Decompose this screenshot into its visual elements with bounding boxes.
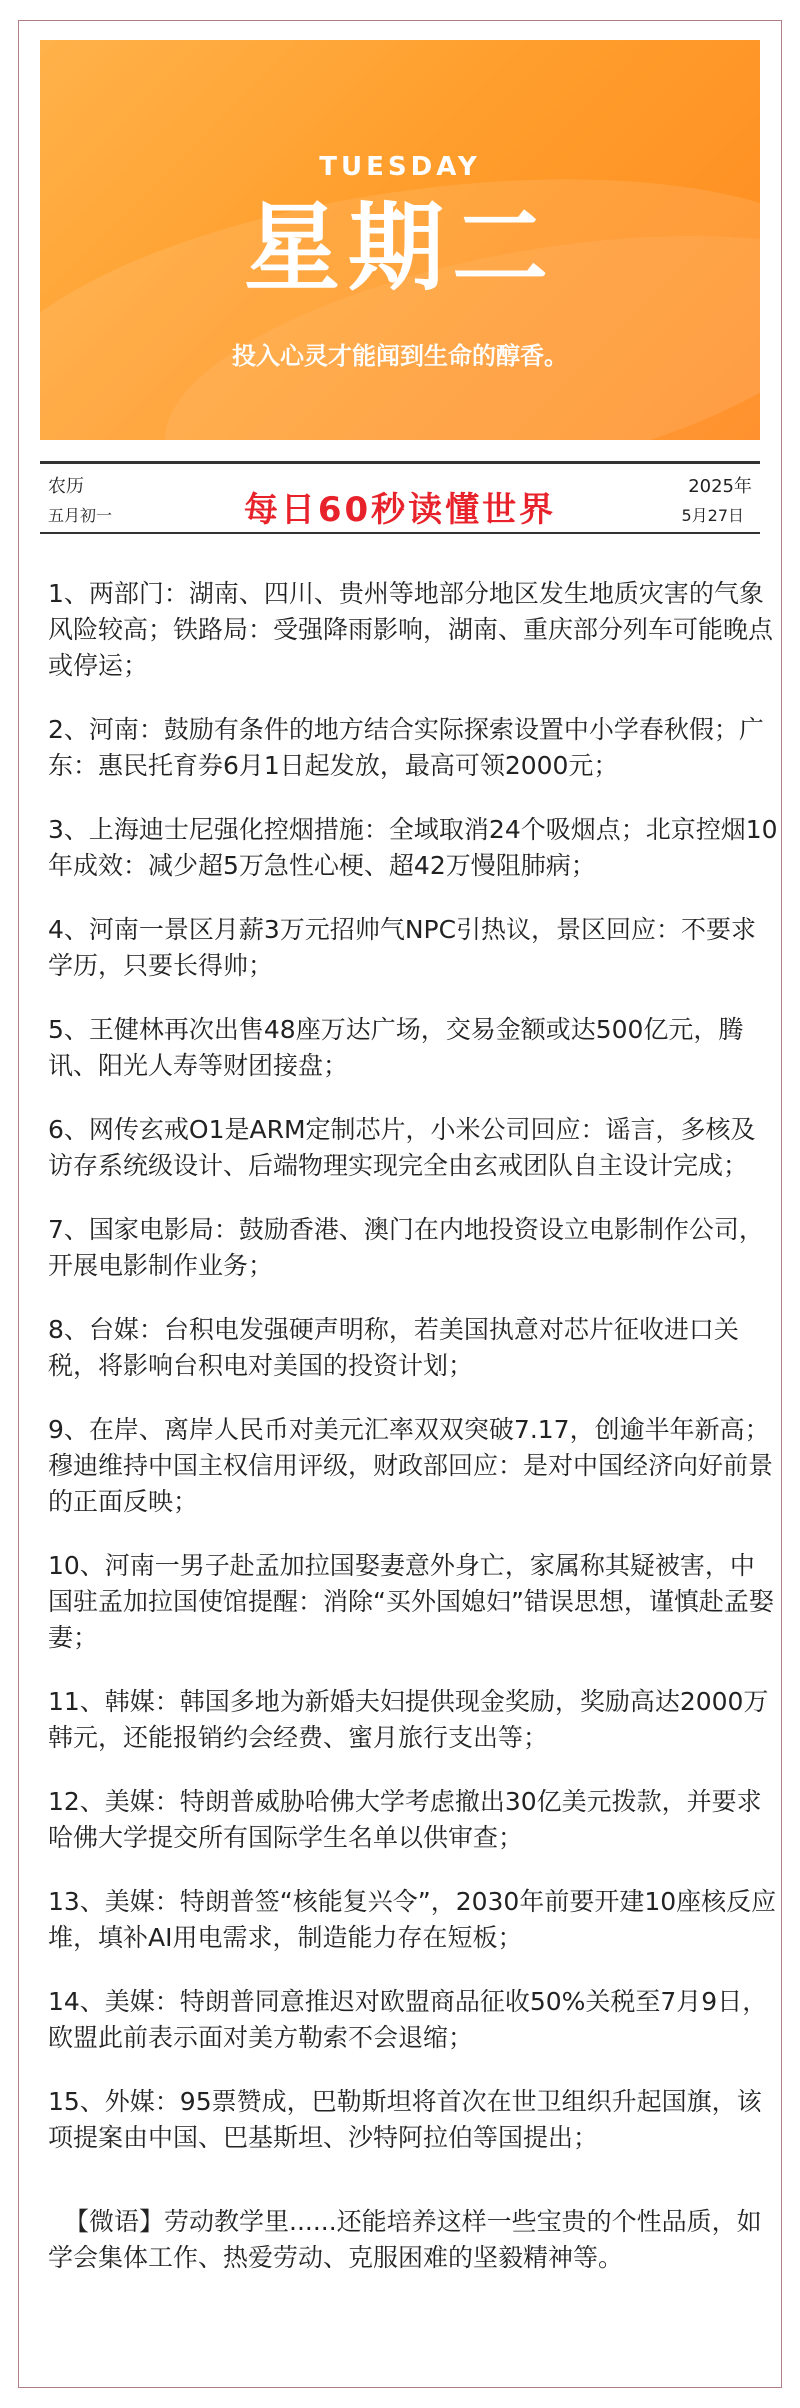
lunar-date: 五月初一 [48, 506, 113, 525]
weekday-chinese: 星期二 [244, 191, 556, 304]
date-label: 5月27日 [681, 506, 744, 525]
banner-slogan: 投入心灵才能闻到生命的醇香。 [232, 342, 568, 370]
news-item: 9、在岸、离岸人民币对美元汇率双双突破7.17，创逾半年新高；穆迪维持中国主权信用评级，财政部回应：是对中国经济向好前景的正面反映； [48, 1415, 774, 1516]
header-bottom-rule [40, 532, 760, 534]
daily-quote: 【微语】劳动教学里......还能培养这样一些宝贵的个性品质，如学会集体工作、热爱劳动、克服困难的坚毅精神等。 [48, 2207, 762, 2272]
news-item: 4、河南一景区月薪3万元招帅气NPC引热议，景区回应：不要求学历，只要长得帅； [48, 915, 757, 980]
lunar-label: 农历 [48, 476, 84, 497]
news-item: 2、河南：鼓励有条件的地方结合实际探索设置中小学春秋假；广东：惠民托育券6月1日起发放，最高可领2000元； [48, 715, 764, 780]
weekday-english: TUESDAY [319, 152, 481, 182]
news-item: 12、美媒：特朗普威胁哈佛大学考虑撤出30亿美元拨款，并要求哈佛大学提交所有国际学生名单以供审查； [48, 1787, 762, 1852]
news-item: 13、美媒：特朗普签“核能复兴令”，2030年前要开建10座核反应堆，填补AI用电需求，制造能力存在短板； [48, 1887, 777, 1952]
news-item: 14、美媒：特朗普同意推迟对欧盟商品征收50%关税至7月9日，欧盟此前表示面对美方勒索不会退缩； [48, 1987, 768, 2052]
news-item: 1、两部门：湖南、四川、贵州等地部分地区发生地质灾害的气象风险较高；铁路局：受强降雨影响，湖南、重庆部分列车可能晚点或停运； [48, 579, 774, 680]
news-item: 6、网传玄戒O1是ARM定制芯片，小米公司回应：谣言，多核及访存系统级设计、后端物理实现完全由玄戒团队自主设计完成； [48, 1115, 756, 1180]
news-item: 8、台媒：台积电发强硬声明称，若美国执意对芯片征收进口关税，将影响台积电对美国的投资计划； [48, 1315, 739, 1380]
news-item: 3、上海迪士尼强化控烟措施：全域取消24个吸烟点；北京控烟10年成效：减少超5万急性心梗、超42万慢阻肺病； [48, 815, 778, 880]
page-title: 每日60秒读懂世界 [243, 490, 557, 530]
news-item: 15、外媒：95票赞成，巴勒斯坦将首次在世卫组织升起国旗，该项提案由中国、巴基斯坦、沙特阿拉伯等国提出； [48, 2087, 762, 2152]
news-item: 10、河南一男子赴孟加拉国娶妻意外身亡，家属称其疑被害，中国驻孟加拉国使馆提醒：消除“买外国媳妇”错误思想，谨慎赴孟娶妻； [48, 1551, 774, 1652]
header-top-rule [40, 461, 760, 464]
news-item: 11、韩媒：韩国多地为新婚夫妇提供现金奖励，奖励高达2000万韩元，还能报销约会经费、蜜月旅行支出等； [48, 1687, 769, 1752]
weekday-banner [40, 40, 760, 440]
year-label: 2025年 [688, 476, 752, 497]
news-list [48, 576, 778, 2184]
news-item: 7、国家电影局：鼓励香港、澳门在内地投资设立电影制作公司，开展电影制作业务； [48, 1215, 764, 1280]
news-item: 5、王健林再次出售48座万达广场，交易金额或达500亿元，腾讯、阳光人寿等财团接盘； [48, 1015, 744, 1080]
